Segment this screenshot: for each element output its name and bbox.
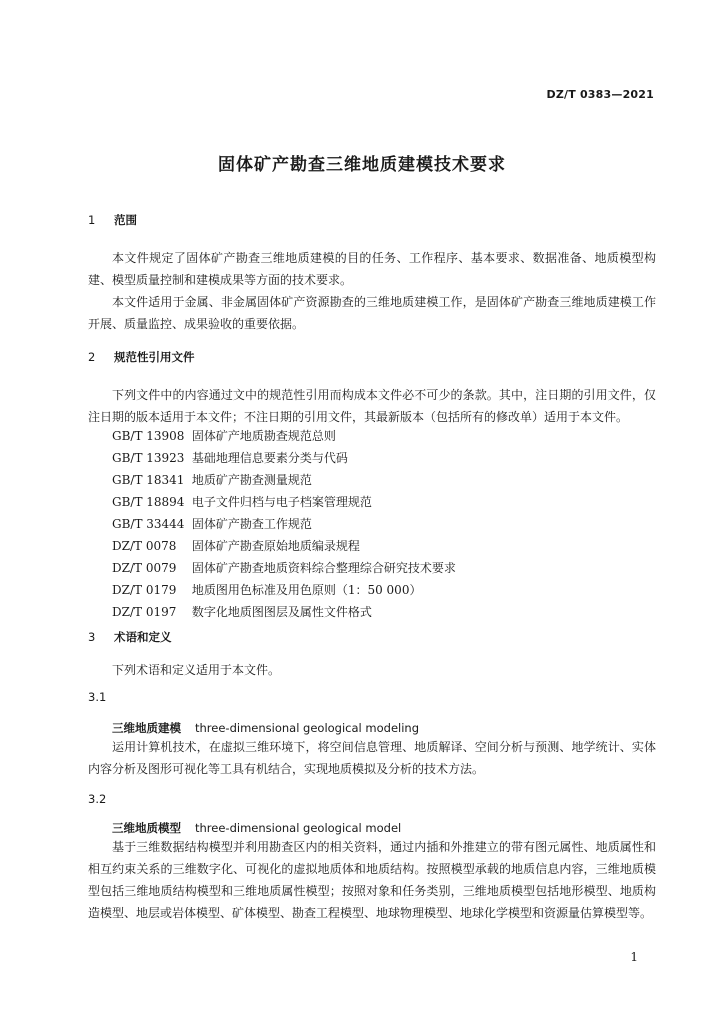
reference-name: 地质图用色标准及用色原则（1：50 000） bbox=[191, 583, 422, 597]
section-1-paragraph-1: 本文件规定了固体矿产勘查三维地质建模的目的任务、工作程序、基本要求、数据准备、地质模型构建、模型质量控制和建模成果等方面的技术要求。 bbox=[88, 251, 656, 287]
section-title: 规范性引用文件 bbox=[114, 350, 195, 364]
reference-code: GB/T 18341 bbox=[112, 473, 185, 487]
section-number: 3 bbox=[88, 630, 96, 644]
document-title: 固体矿产勘查三维地质建模技术要求 bbox=[218, 155, 506, 175]
reference-name: 电子文件归档与电子档案管理规范 bbox=[191, 495, 372, 509]
reference-item bbox=[112, 470, 312, 490]
section-2-paragraph-1: 下列文件中的内容通过文中的规范性引用而构成本文件必不可少的条款。其中，注日期的引用文件，仅注日期的版本适用于本文件；不注日期的引用文件，其最新版本（包括所有的修改单）适用于本文件。 bbox=[88, 388, 656, 424]
reference-item bbox=[112, 536, 360, 556]
standard-number: DZ/T 0383—2021 bbox=[546, 88, 654, 101]
reference-code: DZ/T 0079 bbox=[112, 561, 177, 575]
section-title: 范围 bbox=[114, 213, 137, 227]
term-heading bbox=[112, 820, 401, 836]
section-2-heading bbox=[88, 349, 195, 365]
reference-name: 固体矿产勘查地质资料综合整理综合研究技术要求 bbox=[191, 561, 456, 575]
term-english: three-dimensional geological modeling bbox=[195, 721, 419, 735]
reference-item bbox=[112, 602, 372, 622]
reference-name: 固体矿产勘查工作规范 bbox=[191, 517, 312, 531]
reference-code: GB/T 13908 bbox=[112, 429, 185, 443]
section-1-heading bbox=[88, 212, 137, 228]
section-3-heading bbox=[88, 629, 172, 645]
term-clause-number: 3.1 bbox=[88, 690, 107, 704]
section-title: 术语和定义 bbox=[114, 630, 172, 644]
reference-item bbox=[112, 558, 456, 578]
reference-code: DZ/T 0179 bbox=[112, 583, 177, 597]
term-heading bbox=[112, 720, 419, 736]
reference-code: GB/T 18894 bbox=[112, 495, 185, 509]
section-number: 2 bbox=[88, 350, 96, 364]
reference-item bbox=[112, 514, 312, 534]
term-clause-number: 3.2 bbox=[88, 792, 107, 806]
reference-item bbox=[112, 448, 348, 468]
section-3-paragraph-1: 下列术语和定义适用于本文件。 bbox=[112, 663, 281, 677]
reference-code: DZ/T 0078 bbox=[112, 539, 177, 553]
term-definition: 基于三维数据结构模型并利用勘查区内的相关资料，通过内插和外推建立的带有图元属性、地质属性和相互约束关系的三维数字化、可视化的虚拟地质体和地质结构。按照模型承载的地质信息内容，三维地质模型包括三维地质结构模型和三维地质属性模型；按照对象和任务类别，三维地质模型包括地形模型、地质构造模型、地层或岩体模型、矿体模型、勘查工程模型、地球物理模型、地球化学模型和资源量估算模型等。 bbox=[88, 840, 656, 920]
reference-code: GB/T 33444 bbox=[112, 517, 185, 531]
reference-code: DZ/T 0197 bbox=[112, 605, 177, 619]
term-chinese: 三维地质模型 bbox=[112, 821, 181, 835]
page-number: 1 bbox=[630, 950, 638, 964]
reference-item bbox=[112, 580, 421, 600]
reference-name: 固体矿产地质勘查规范总则 bbox=[191, 429, 336, 443]
section-1-paragraph-2: 本文件适用于金属、非金属固体矿产资源勘查的三维地质建模工作，是固体矿产勘查三维地质建模工作开展、质量监控、成果验收的重要依据。 bbox=[88, 295, 656, 331]
reference-name: 数字化地质图图层及属性文件格式 bbox=[191, 605, 372, 619]
section-number: 1 bbox=[88, 213, 96, 227]
term-english: three-dimensional geological model bbox=[195, 821, 402, 835]
reference-item bbox=[112, 426, 336, 446]
reference-name: 基础地理信息要素分类与代码 bbox=[191, 451, 348, 465]
term-chinese: 三维地质建模 bbox=[112, 721, 181, 735]
reference-name: 固体矿产勘查原始地质编录规程 bbox=[191, 539, 360, 553]
reference-code: GB/T 13923 bbox=[112, 451, 185, 465]
term-definition: 运用计算机技术，在虚拟三维环境下，将空间信息管理、地质解译、空间分析与预测、地学统计、实体内容分析及图形可视化等工具有机结合，实现地质模拟及分析的技术方法。 bbox=[88, 740, 656, 776]
reference-item bbox=[112, 492, 372, 512]
reference-name: 地质矿产勘查测量规范 bbox=[191, 473, 312, 487]
